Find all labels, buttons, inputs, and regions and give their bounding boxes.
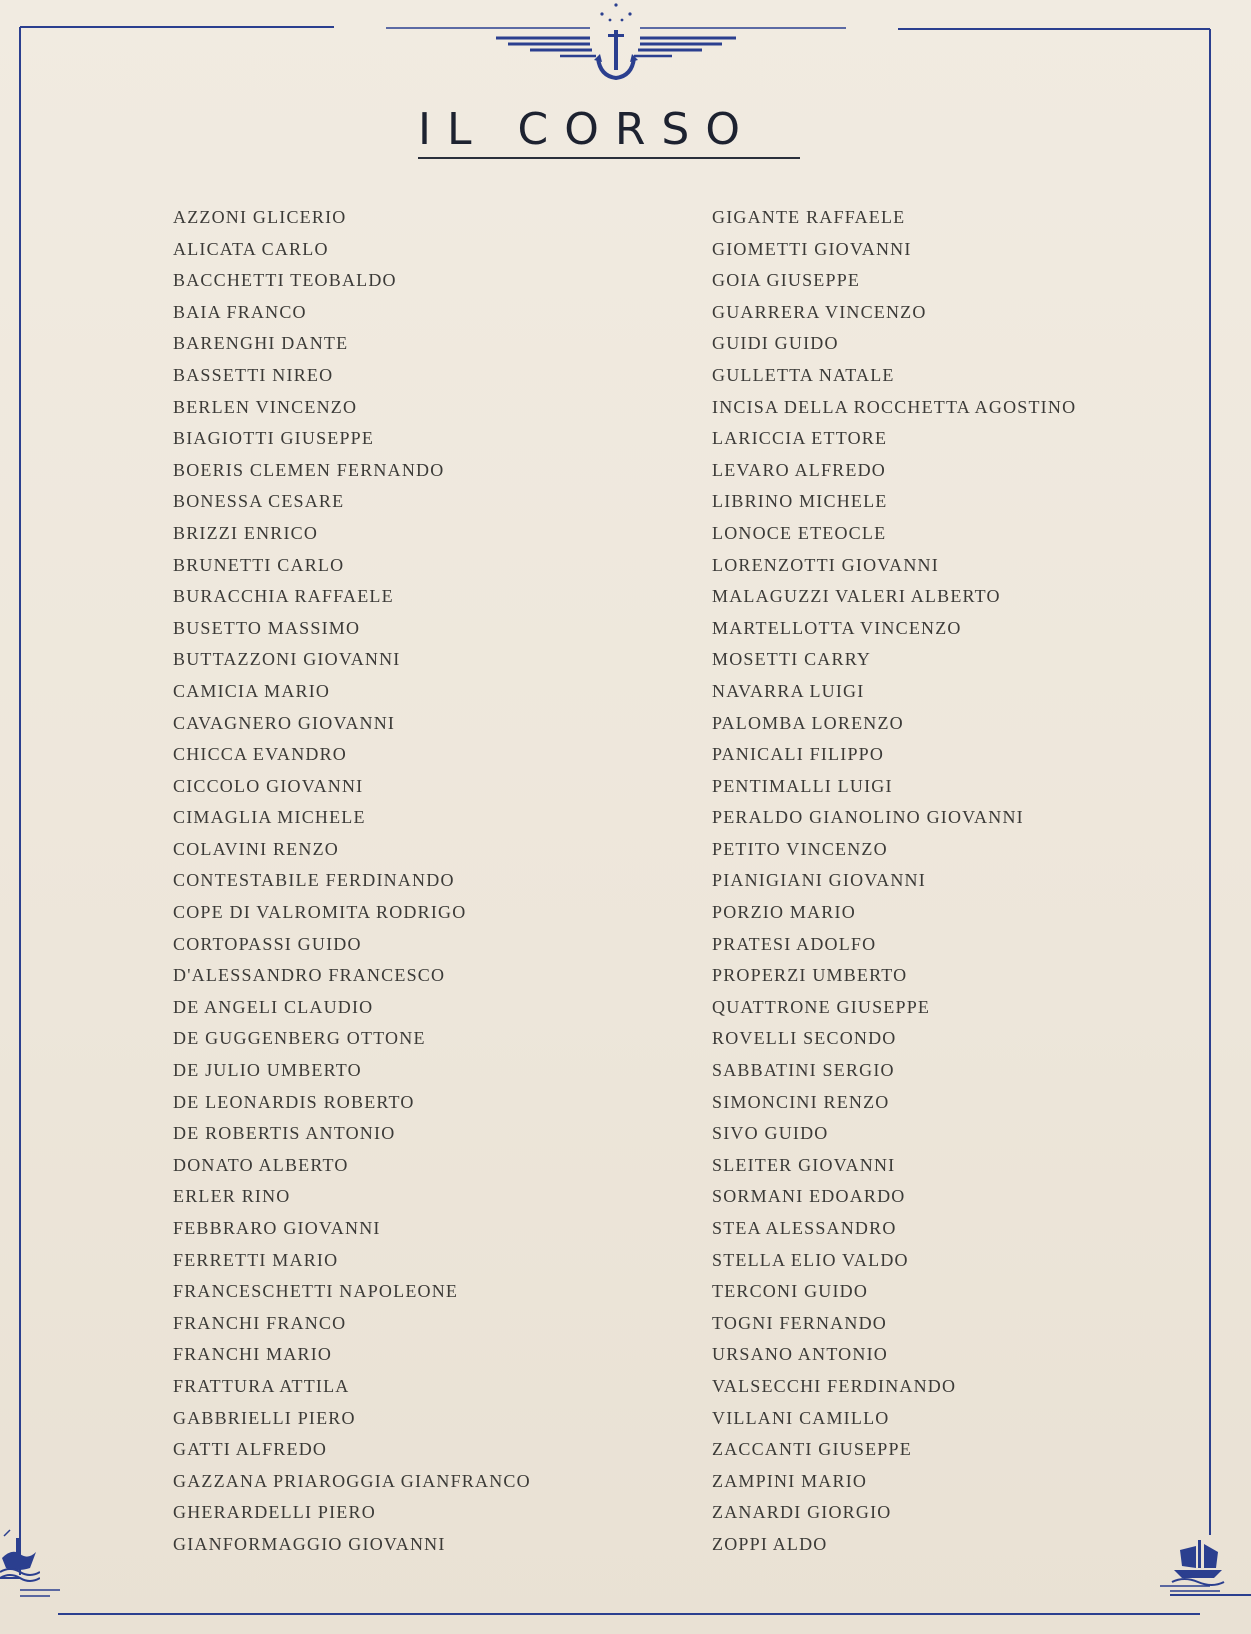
list-item: BRIZZI ENRICO	[173, 522, 319, 543]
list-item: COLAVINI RENZO	[173, 838, 339, 859]
list-item: MARTELLOTTA VINCENZO	[712, 617, 962, 638]
list-item: NAVARRA LUIGI	[712, 680, 865, 701]
list-item: DE JULIO UMBERTO	[173, 1060, 362, 1081]
list-item: LONOCE ETEOCLE	[712, 522, 887, 543]
list-item: QUATTRONE GIUSEPPE	[712, 996, 931, 1017]
list-item: PENTIMALLI LUIGI	[712, 775, 893, 796]
list-item: PETITO VINCENZO	[712, 838, 888, 859]
ship-icon	[1170, 1536, 1226, 1590]
list-item: FERRETTI MARIO	[173, 1249, 339, 1270]
list-item: BONESSA CESARE	[173, 491, 345, 512]
list-item: PRATESI ADOLFO	[712, 933, 877, 954]
list-item: D'ALESSANDRO FRANCESCO	[173, 965, 446, 986]
list-item: CHICCA EVANDRO	[173, 744, 347, 765]
list-item: VILLANI CAMILLO	[712, 1407, 890, 1428]
list-item: MALAGUZZI VALERI ALBERTO	[712, 586, 1001, 607]
title-underline	[418, 157, 800, 159]
list-item: TOGNI FERNANDO	[712, 1312, 887, 1333]
list-item: GOIA GIUSEPPE	[712, 270, 861, 291]
list-item: LORENZOTTI GIOVANNI	[712, 554, 939, 575]
list-item: CAVAGNERO GIOVANNI	[173, 712, 396, 733]
list-item: GULLETTA NATALE	[712, 364, 895, 385]
list-item: STELLA ELIO VALDO	[712, 1249, 909, 1270]
list-item: SLEITER GIOVANNI	[712, 1154, 896, 1175]
page-title: IL CORSO	[418, 104, 756, 155]
list-item: ALICATA CARLO	[173, 238, 329, 259]
list-item: CAMICIA MARIO	[173, 680, 331, 701]
list-item: BERLEN VINCENZO	[173, 396, 358, 417]
list-item: DE ROBERTIS ANTONIO	[173, 1123, 396, 1144]
list-item: AZZONI GLICERIO	[173, 207, 347, 227]
list-item: STEA ALESSANDRO	[712, 1218, 897, 1238]
list-item: LEVARO ALFREDO	[712, 459, 886, 480]
list-item: SIMONCINI RENZO	[712, 1091, 890, 1112]
list-item: GUARRERA VINCENZO	[712, 301, 927, 322]
list-item: ZOPPI ALDO	[712, 1533, 828, 1554]
list-item: DONATO ALBERTO	[173, 1154, 349, 1175]
list-item: GIGANTE RAFFAELE	[712, 207, 906, 227]
list-item: INCISA DELLA ROCCHETTA AGOSTINO	[712, 396, 1077, 417]
list-item: GUIDI GUIDO	[712, 333, 839, 354]
list-item: SORMANI EDOARDO	[712, 1186, 906, 1207]
list-item: FRANCHI FRANCO	[173, 1312, 347, 1333]
list-item: BAIA FRANCO	[173, 301, 307, 322]
list-item: BACCHETTI TEOBALDO	[173, 270, 397, 291]
list-item: FRANCHI MARIO	[173, 1344, 333, 1365]
list-item: FEBBRARO GIOVANNI	[173, 1218, 381, 1238]
list-item: GIOMETTI GIOVANNI	[712, 238, 912, 259]
list-item: DE ANGELI CLAUDIO	[173, 996, 374, 1017]
list-item: COPE DI VALROMITA RODRIGO	[173, 902, 467, 923]
list-item: ZAMPINI MARIO	[712, 1470, 868, 1491]
list-item: PORZIO MARIO	[712, 902, 856, 923]
list-item: BUSETTO MASSIMO	[173, 617, 361, 638]
list-item: GATTI ALFREDO	[173, 1439, 328, 1460]
list-item: BRUNETTI CARLO	[173, 554, 345, 575]
list-item: TERCONI GUIDO	[712, 1281, 869, 1302]
list-item: LIBRINO MICHELE	[712, 491, 888, 512]
list-item: PALOMBA LORENZO	[712, 712, 904, 733]
list-item: ZANARDI GIORGIO	[712, 1502, 892, 1523]
list-item: PERALDO GIANOLINO GIOVANNI	[712, 807, 1024, 828]
list-item: ROVELLI SECONDO	[712, 1028, 897, 1049]
list-item: PROPERZI UMBERTO	[712, 965, 908, 986]
list-item: BIAGIOTTI GIUSEPPE	[173, 428, 375, 449]
list-item: PANICALI FILIPPO	[712, 744, 885, 765]
list-item: MOSETTI CARRY	[712, 649, 872, 670]
list-item: VALSECCHI FERDINANDO	[712, 1375, 957, 1396]
list-item: FRANCESCHETTI NAPOLEONE	[173, 1281, 459, 1302]
list-item: FRATTURA ATTILA	[173, 1375, 350, 1396]
list-item: SIVO GUIDO	[712, 1123, 829, 1144]
list-item: BOERIS CLEMEN FERNANDO	[173, 459, 445, 480]
list-item: PIANIGIANI GIOVANNI	[712, 870, 926, 891]
list-item: GIANFORMAGGIO GIOVANNI	[173, 1533, 446, 1554]
list-item: DE GUGGENBERG OTTONE	[173, 1028, 426, 1049]
list-item: GAZZANA PRIAROGGIA GIANFRANCO	[173, 1470, 531, 1491]
names-list-right	[712, 204, 1076, 1563]
list-item: BUTTAZZONI GIOVANNI	[173, 649, 401, 670]
list-item: ZACCANTI GIUSEPPE	[712, 1439, 912, 1460]
names-list-left	[173, 204, 531, 1563]
list-item: CONTESTABILE FERDINANDO	[173, 870, 455, 891]
list-item: GABBRIELLI PIERO	[173, 1407, 356, 1428]
list-item: BURACCHIA RAFFAELE	[173, 586, 394, 607]
list-item: CICCOLO GIOVANNI	[173, 775, 364, 796]
ship-icon	[0, 1528, 40, 1594]
anchor-with-stars-icon	[590, 0, 642, 84]
list-item: URSANO ANTONIO	[712, 1344, 888, 1365]
list-item: CORTOPASSI GUIDO	[173, 933, 362, 954]
list-item: ERLER RINO	[173, 1186, 291, 1207]
list-item: DE LEONARDIS ROBERTO	[173, 1091, 415, 1112]
list-item: LARICCIA ETTORE	[712, 428, 888, 449]
list-item: SABBATINI SERGIO	[712, 1060, 895, 1081]
list-item: BASSETTI NIREO	[173, 364, 334, 385]
list-item: CIMAGLIA MICHELE	[173, 807, 366, 828]
list-item: GHERARDELLI PIERO	[173, 1502, 376, 1523]
list-item: BARENGHI DANTE	[173, 333, 349, 354]
